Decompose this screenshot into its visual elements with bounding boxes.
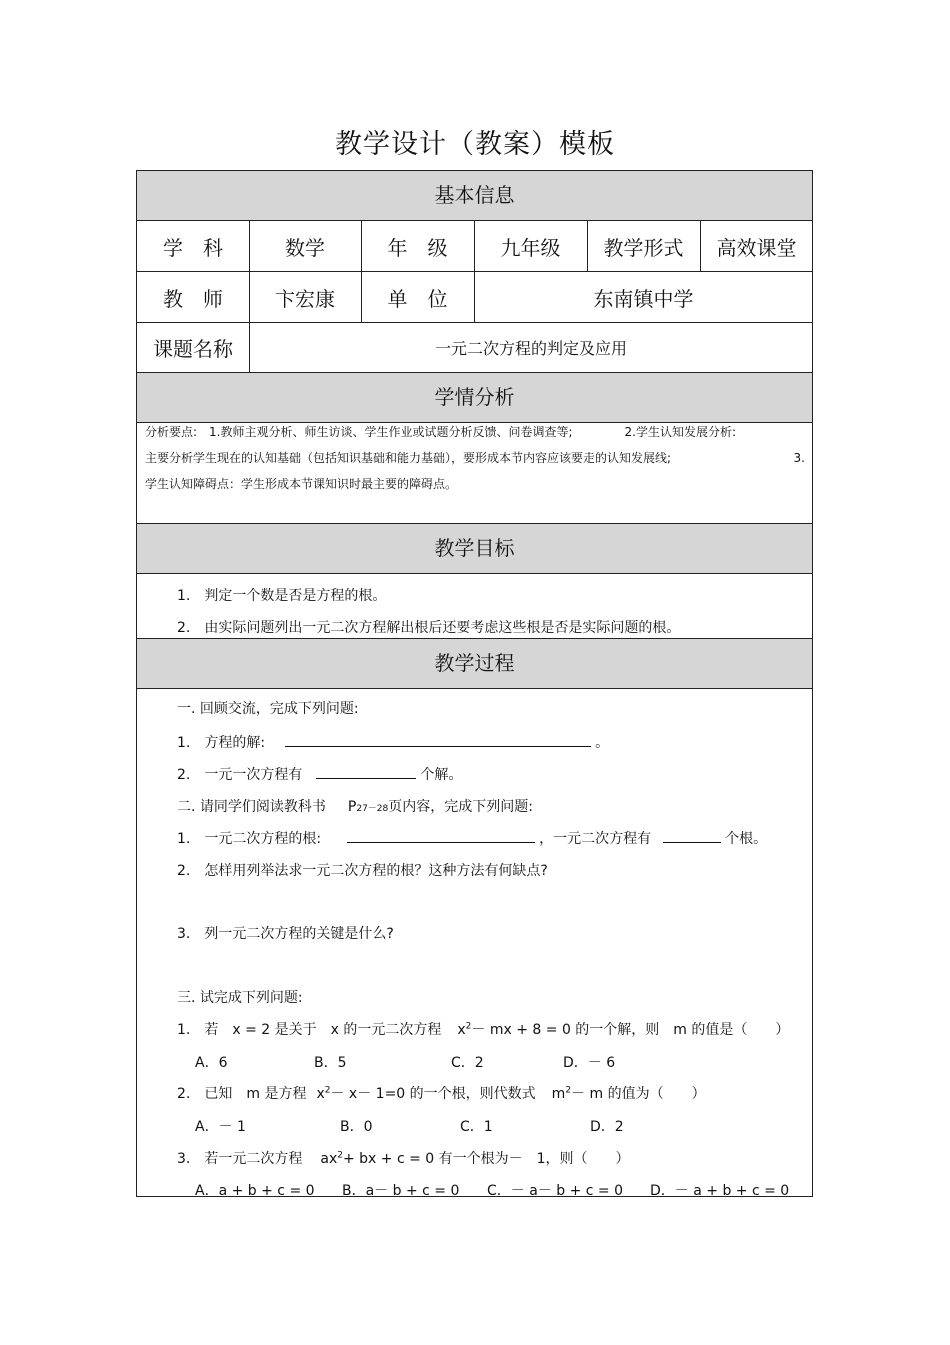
topic-label: 课题名称: [153, 337, 233, 361]
unit-value: 东南镇中学: [593, 286, 694, 311]
goal-item-1: 1. 判定一个数是否是方程的根。: [177, 588, 387, 604]
exercise-2-option-c: C．1: [460, 1119, 493, 1135]
subject-label: 学 科: [163, 235, 223, 260]
exercise-2-var: x: [316, 1086, 325, 1102]
process-part-3-title: 三. 试完成下列问题:: [177, 990, 303, 1006]
exercise-2-option-b: B．0: [340, 1119, 373, 1135]
subject-value: 数学: [285, 235, 325, 260]
process-page-range: 27－28: [356, 804, 389, 814]
exercise-1-option-a: A．6: [195, 1055, 228, 1071]
analysis-point-1: 分析要点: 1.教师主观分析、师生访谈、学生作业或试题分析反馈、问卷调查等;: [145, 425, 573, 439]
analysis-line-3: 学生认知障碍点：学生形成本节课知识时最主要的障碍点。: [145, 477, 458, 491]
process-part-2-q1: [177, 828, 767, 848]
exercise-1-option-c: C．2: [451, 1055, 484, 1071]
process-part-2-title: [177, 796, 533, 816]
exercise-2-text-a: 2. 已知 m 是方程: [177, 1086, 307, 1102]
grade-label: 年 级: [387, 235, 448, 260]
process-part-2-title-b: 页内容，完成下列问题:: [388, 799, 533, 815]
topic-value: 一元二次方程的判定及应用: [434, 339, 627, 358]
process-part-1-q1-end: 。: [595, 735, 610, 751]
exercise-2-text-b: － x－ 1=0 的一个根，则代数式: [330, 1086, 536, 1102]
exercise-1-text-a: 1. 若 x = 2 是关于 x 的一元二次方程: [177, 1022, 442, 1038]
exercise-1-option-d: D．－ 6: [563, 1055, 616, 1071]
process-part-1-title: 一. 回顾交流，完成下列问题:: [177, 701, 359, 717]
section-analysis: 学情分析: [137, 373, 812, 422]
analysis-point-3-number: 3.: [793, 451, 805, 465]
process-part-1-q1: [177, 732, 609, 752]
exercise-3-option-b: B．a－ b + c = 0: [342, 1183, 460, 1199]
lesson-plan-table: [136, 170, 813, 1197]
exercise-3-exp: 2: [337, 1150, 343, 1161]
analysis-point-2: 2.学生认知发展分析:: [624, 425, 737, 439]
analysis-line-1: [145, 419, 805, 445]
exercise-2-option-a: A．－ 1: [195, 1119, 246, 1135]
process-part-1-q2: [177, 764, 462, 784]
exercise-3-var: ax: [320, 1151, 338, 1167]
exercise-1-exp: 2: [465, 1021, 472, 1032]
goal-item-2: 2. 由实际问题列出一元二次方程解出根后还要考虑这些根是否是实际问题的根。: [177, 620, 681, 636]
process-part-1-q1-text: 1. 方程的解:: [177, 735, 266, 751]
form-label: 教学形式: [603, 235, 684, 260]
exercise-3-text-b: + bx + c = 0 有一个根为－ 1，则（ ）: [342, 1151, 630, 1167]
teacher-value: 卞宏康: [275, 286, 335, 311]
process-part-2-q1-text: 1. 一元二次方程的根:: [177, 831, 322, 847]
exercise-2-exp: 2: [324, 1085, 331, 1096]
exercise-3-text-a: 3. 若一元二次方程: [177, 1151, 303, 1167]
exercise-2-text-c: － m 的值为（ ）: [571, 1086, 706, 1102]
page-title: 教学设计（教案）模板: [335, 129, 615, 160]
section-basic-info: 基本信息: [137, 171, 812, 220]
process-part-2-q1-end: 个根。: [725, 831, 768, 847]
process-part-2-q2: 2. 怎样用列举法求一元二次方程的根？这种方法有何缺点?: [177, 863, 548, 879]
exercise-2-option-d: D．2: [590, 1119, 624, 1135]
unit-label: 单 位: [387, 286, 448, 311]
analysis-line-2: [145, 445, 805, 471]
exercise-1-var: x: [457, 1022, 466, 1038]
exercise-3: [177, 1148, 630, 1168]
process-part-1-q2-text: 2. 一元一次方程有: [177, 767, 303, 783]
exercise-2: [177, 1083, 706, 1103]
exercise-1-text-b: － mx + 8 = 0 的一个解，则 m 的值是（ ）: [471, 1022, 790, 1038]
process-page-p: P: [347, 799, 357, 815]
exercise-3-option-d: D．－ a + b + c = 0: [650, 1183, 790, 1199]
exercise-1: [177, 1019, 789, 1039]
exercise-3-option-a: A．a + b + c = 0: [195, 1183, 315, 1199]
process-part-2-q1-mid: ，一元二次方程有: [539, 831, 652, 847]
analysis-point-2-detail: 主要分析学生现在的认知基础（包括知识基础和能力基础），要形成本节内容应该要走的认知发展线;: [145, 451, 672, 465]
exercise-2-var-m: m: [551, 1086, 566, 1102]
exercise-3-option-c: C．－ a－ b + c = 0: [487, 1183, 624, 1199]
process-part-2-title-a: 二. 请同学们阅读教科书: [177, 799, 326, 815]
form-value: 高效课堂: [716, 235, 797, 260]
teacher-label: 教 师: [163, 286, 223, 311]
exercise-1-option-b: B．5: [314, 1055, 347, 1071]
process-part-1-q2-end: 个解。: [420, 767, 463, 783]
section-goals: 教学目标: [137, 524, 812, 573]
section-process: 教学过程: [137, 639, 812, 688]
grade-value: 九年级: [500, 235, 561, 260]
exercise-2-exp-m: 2: [565, 1085, 572, 1096]
process-part-2-q3: 3. 列一元二次方程的关键是什么?: [177, 926, 394, 942]
